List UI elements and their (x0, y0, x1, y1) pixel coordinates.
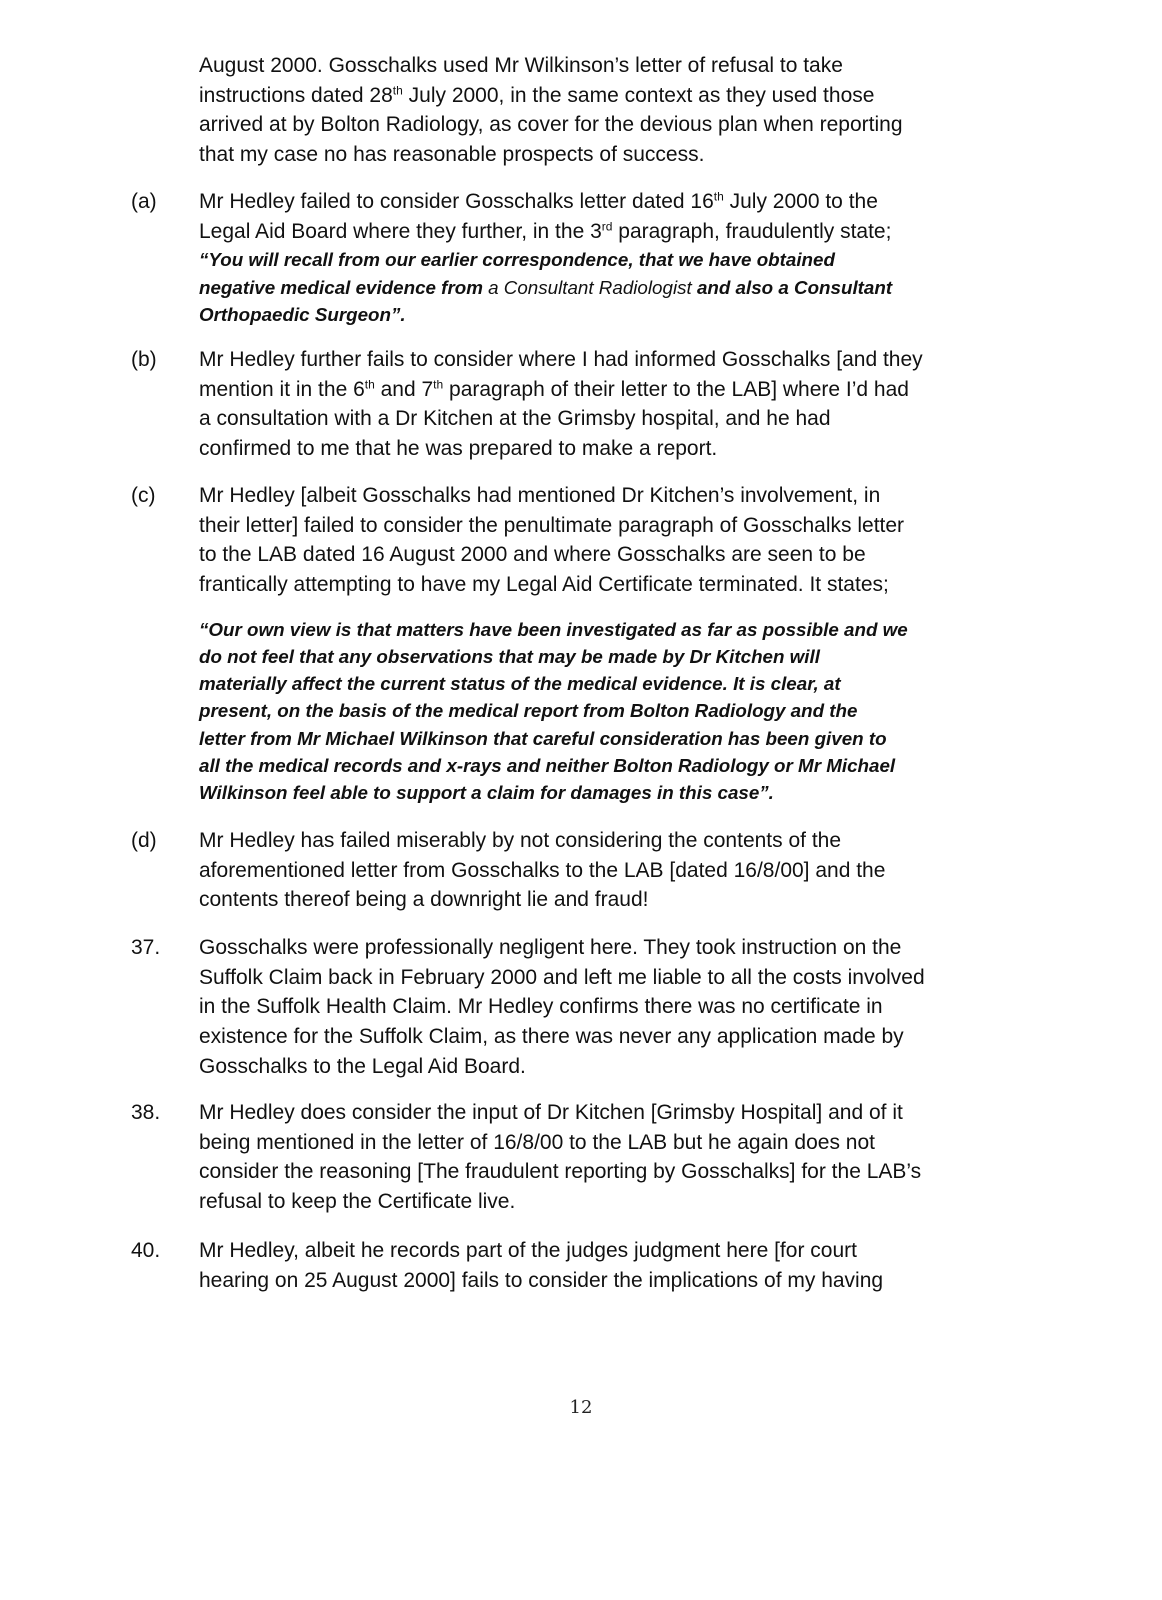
quote-block (199, 246, 1011, 328)
paragraph-c (131, 481, 1011, 806)
paragraph-marker: (d) (131, 829, 157, 852)
paragraph-40 (131, 1236, 1011, 1295)
quote-block (199, 616, 1011, 806)
text-line: to the LAB dated 16 August 2000 and where Gosschalks are seen to be (199, 543, 866, 567)
paragraph-marker: (b) (131, 348, 157, 371)
paragraph-a (131, 187, 1011, 328)
quote-line: Orthopaedic Surgeon”. (199, 303, 406, 325)
text-line: consider the reasoning [The fraudulent reporting by Gosschalks] for the LAB’s (199, 1160, 922, 1184)
paragraph-38 (131, 1098, 1011, 1217)
quote-line: “Our own view is that matters have been investigated as far as possible and we (199, 618, 908, 640)
text-line: confirmed to me that he was prepared to make a report. (199, 437, 718, 461)
paragraph-d (131, 826, 1011, 915)
paragraph-marker: 37. (131, 936, 161, 959)
text-line: contents thereof being a downright lie and fraud! (199, 888, 649, 912)
quote-line: “You will recall from our earlier correspondence, that we have obtained (199, 249, 835, 271)
text-line: being mentioned in the letter of 16/8/00 to the LAB but he again does not (199, 1130, 875, 1154)
quote-line: all the medical records and x-rays and neither Bolton Radiology or Mr Michael (199, 754, 896, 776)
text-line: Mr Hedley [albeit Gosschalks had mentioned Dr Kitchen’s involvement, in (199, 484, 881, 507)
page-number: 12 (569, 1397, 593, 1418)
text-line: Suffolk Claim back in February 2000 and left me liable to all the costs involved (199, 965, 925, 989)
text-line: Mr Hedley failed to consider Gosschalks letter dated 16th July 2000 to the (199, 189, 878, 213)
text-line: August 2000. Gosschalks used Mr Wilkinson’s letter of refusal to take (199, 54, 843, 77)
paragraph-marker: 38. (131, 1101, 161, 1124)
paragraph-b (131, 345, 1011, 464)
quote-line: Wilkinson feel able to support a claim for damages in this case”. (199, 782, 774, 804)
text-line: their letter] failed to consider the penultimate paragraph of Gosschalks letter (199, 513, 905, 537)
paragraph-37 (131, 933, 1011, 1082)
paragraph-marker: (a) (131, 190, 157, 213)
text-line: frantically attempting to have my Legal Aid Certificate terminated. It states; (199, 573, 889, 597)
text-line: Mr Hedley has failed miserably by not considering the contents of the (199, 829, 842, 852)
text-line: a consultation with a Dr Kitchen at the Grimsby hospital, and he had (199, 407, 831, 431)
paragraph-marker: 40. (131, 1239, 161, 1262)
quote-line: materially affect the current status of the medical evidence. It is clear, at (199, 673, 841, 695)
quote-line: letter from Mr Michael Wilkinson that careful consideration has been given to (199, 727, 887, 749)
quote-line: negative medical evidence from a Consultant Radiologist and also a Consultant (199, 276, 893, 298)
text-line: that my case no has reasonable prospects of success. (199, 143, 705, 167)
text-line: aforementioned letter from Gosschalks to the LAB [dated 16/8/00] and the (199, 858, 886, 882)
intro-paragraph (131, 51, 1011, 170)
text-line: Legal Aid Board where they further, in the 3rd paragraph, fraudulently state; (199, 219, 892, 243)
text-line: Mr Hedley, albeit he records part of the judges judgment here [for court (199, 1239, 857, 1262)
text-line: mention it in the 6th and 7th paragraph of their letter to the LAB] where I’d had (199, 377, 909, 401)
text-line: Gosschalks to the Legal Aid Board. (199, 1054, 526, 1078)
text-line: in the Suffolk Health Claim. Mr Hedley confirms there was no certificate in (199, 995, 883, 1019)
text-line: existence for the Suffolk Claim, as there was never any application made by (199, 1025, 904, 1049)
quote-line: present, on the basis of the medical report from Bolton Radiology and the (199, 700, 858, 722)
text-line: hearing on 25 August 2000] fails to consider the implications of my having (199, 1268, 884, 1292)
paragraph-marker: (c) (131, 484, 156, 507)
text-line: instructions dated 28th July 2000, in the same context as they used those (199, 83, 875, 107)
text-line: Mr Hedley does consider the input of Dr Kitchen [Grimsby Hospital] and of it (199, 1101, 903, 1124)
text-line: refusal to keep the Certificate live. (199, 1190, 516, 1214)
text-line: Mr Hedley further fails to consider where I had informed Gosschalks [and they (199, 348, 923, 371)
quote-line: do not feel that any observations that may be made by Dr Kitchen will (199, 646, 820, 668)
text-line: Gosschalks were professionally negligent here. They took instruction on the (199, 936, 902, 959)
text-line: arrived at by Bolton Radiology, as cover for the devious plan when reporting (199, 113, 903, 137)
